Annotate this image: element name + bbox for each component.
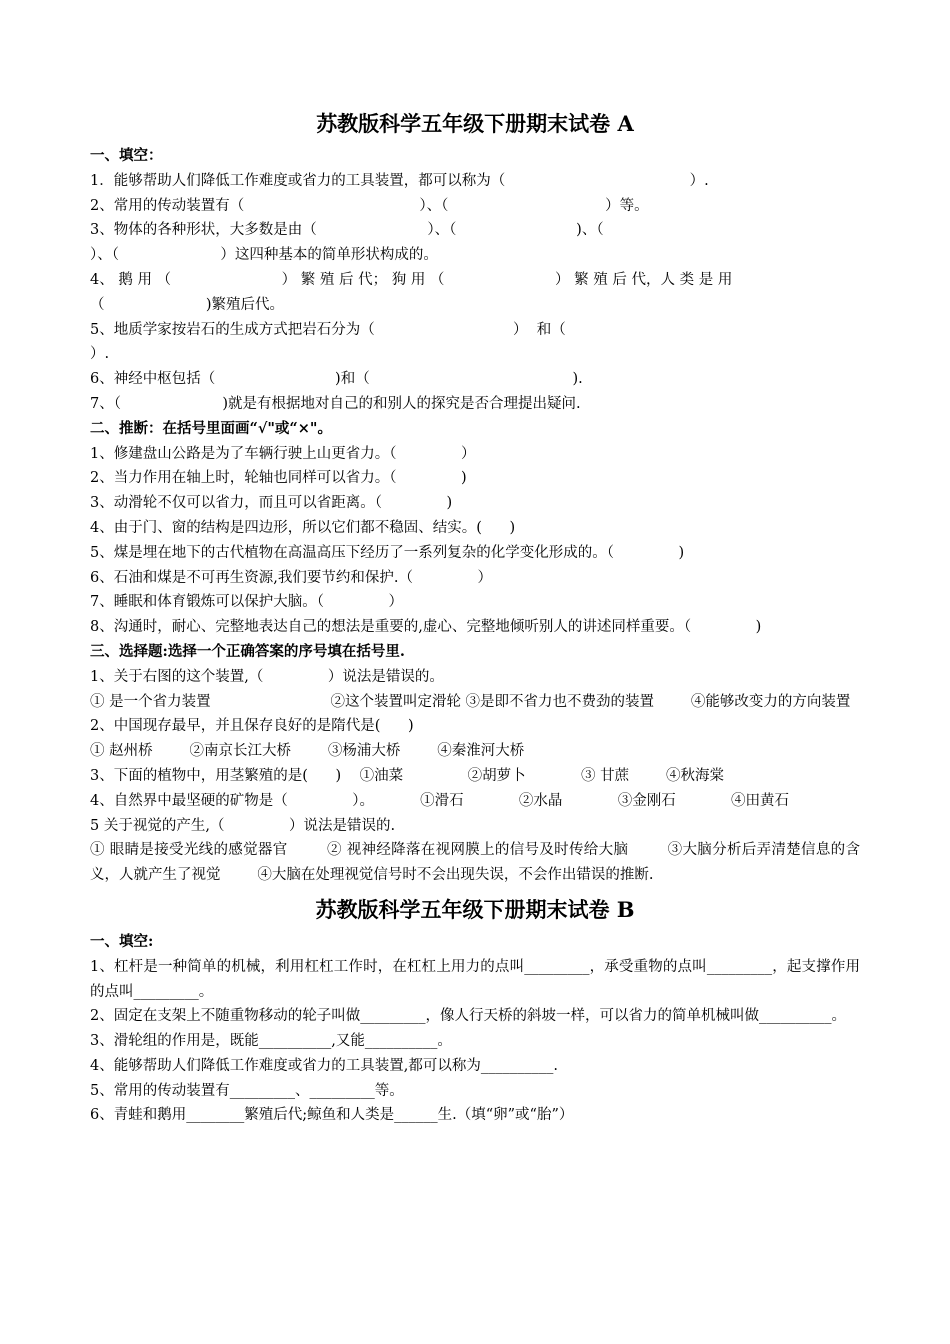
section-heading: 三、选择题:选择一个正确答案的序号填在括号里.: [90, 642, 405, 660]
exam-a-body: [90, 144, 860, 888]
question-line: ① 是一个省力装置 ②这个装置叫定滑轮 ③是即不省力也不费劲的装置 ④能够改变力的方向装置: [90, 693, 851, 710]
question-line: 2、中国现存最早，并且保存良好的是隋代是( ): [90, 718, 414, 735]
question-line: 2、当力作用在轴上时，轮轴也同样可以省力。（ ): [90, 470, 467, 487]
question-line: 3、滑轮组的作用是，既能__________,又能__________。: [90, 1033, 452, 1050]
section-heading: 一、填空:: [90, 932, 154, 950]
question-line: 3、物体的各种形状，大多数是由（ ）、（ )、（: [90, 222, 604, 239]
question-line: 1、关于右图的这个装置,（ ）说法是错误的。: [90, 668, 444, 685]
question-line: 1、杠杆是一种简单的机械，利用杠杠工作时，在杠杠上用力的点叫_________，承受重物的点叫_________，起支撑作用的点叫_________。: [90, 958, 860, 1000]
question-line: 5、煤是埋在地下的古代植物在高温高压下经历了一系列复杂的化学变化形成的。（ ): [90, 544, 685, 561]
question-line: 7、睡眠和体育锻炼可以保护大脑。（ ）: [90, 594, 404, 611]
question-line: 7、（ )就是有根据地对自己的和别人的探究是否合理提出疑问.: [90, 395, 581, 412]
question-line: 3、下面的植物中，用茎繁殖的是( ) ①油菜 ②胡萝卜 ③ 甘蔗 ④秋海棠: [90, 767, 724, 784]
exam-a-title: 苏教版科学五年级下册期末试卷 A: [316, 111, 634, 136]
question-line: ① 赵州桥 ②南京长江大桥 ③杨浦大桥 ④秦淮河大桥: [90, 743, 525, 760]
question-line: 4、能够帮助人们降低工作难度或省力的工具装置,都可以称为__________.: [90, 1057, 558, 1074]
question-line: 2、常用的传动装置有（ ）、（ ）等。: [90, 197, 649, 214]
question-line: ）、（ ）这四种基本的简单形状构成的。: [90, 247, 438, 264]
exam-page: [90, 108, 860, 1128]
question-line: 5、地质学家按岩石的生成方式把岩石分为（ ） 和（: [90, 321, 566, 338]
question-line: 8、沟通时，耐心、完整地表达自己的想法是重要的,虚心、完整地倾听别人的讲述同样重要。（ ): [90, 619, 762, 636]
question-line: ① 眼睛是接受光线的感觉器官 ② 视神经降落在视网膜上的信号及时传给大脑 ③大脑分析后弄清楚信息的含义，人就产生了视觉 ④大脑在处理视觉信号时不会出现失误，不会作出错误的推断.: [90, 842, 860, 884]
exam-b-title: 苏教版科学五年级下册期末试卷 B: [315, 896, 635, 922]
question-line: 6、青蛙和鹅用________繁殖后代;鲸鱼和人类是______生.（填“卵”或“胎”）: [90, 1107, 574, 1124]
question-line: ）.: [90, 346, 110, 363]
question-line: 3、动滑轮不仅可以省力，而且可以省距离。（ ): [90, 495, 453, 512]
question-line: 5 关于视觉的产生,（ ）说法是错误的.: [90, 817, 396, 834]
question-line: 5、常用的传动装置有_________、_________等。: [90, 1082, 404, 1099]
question-line: 2、固定在支架上不随重物移动的轮子叫做_________，像人行天桥的斜坡一样，可以省力的简单机械叫做__________。: [90, 1008, 846, 1025]
section-heading: 一、填空：: [90, 147, 163, 164]
question-line: 1、修建盘山公路是为了车辆行驶上山更省力。（ ）: [90, 445, 476, 462]
question-line: 4、 鹅 用 （ ） 繁 殖 后 代； 狗 用 （ ） 繁 殖 后 代，人 类 是 用: [90, 271, 733, 288]
exam-b-body: [90, 930, 860, 1128]
question-line: 6、神经中枢包括（ )和（ ).: [90, 371, 583, 388]
question-line: 6、石油和煤是不可再生资源,我们要节约和保护.（ ）: [90, 569, 492, 586]
question-line: 4、由于门、窗的结构是四边形，所以它们都不稳固、结实。( ): [90, 519, 516, 536]
question-line: 4、自然界中最坚硬的矿物是（ ）。 ①滑石 ②水晶 ③金刚石 ④田黄石: [90, 792, 790, 809]
question-line: 1．能够帮助人们降低工作难度或省力的工具装置，都可以称为（ ）.: [90, 172, 709, 189]
question-line: （ )繁殖后代。: [90, 296, 285, 313]
section-heading: 二、推断：在括号里面画“√"或“×"。: [90, 419, 332, 437]
